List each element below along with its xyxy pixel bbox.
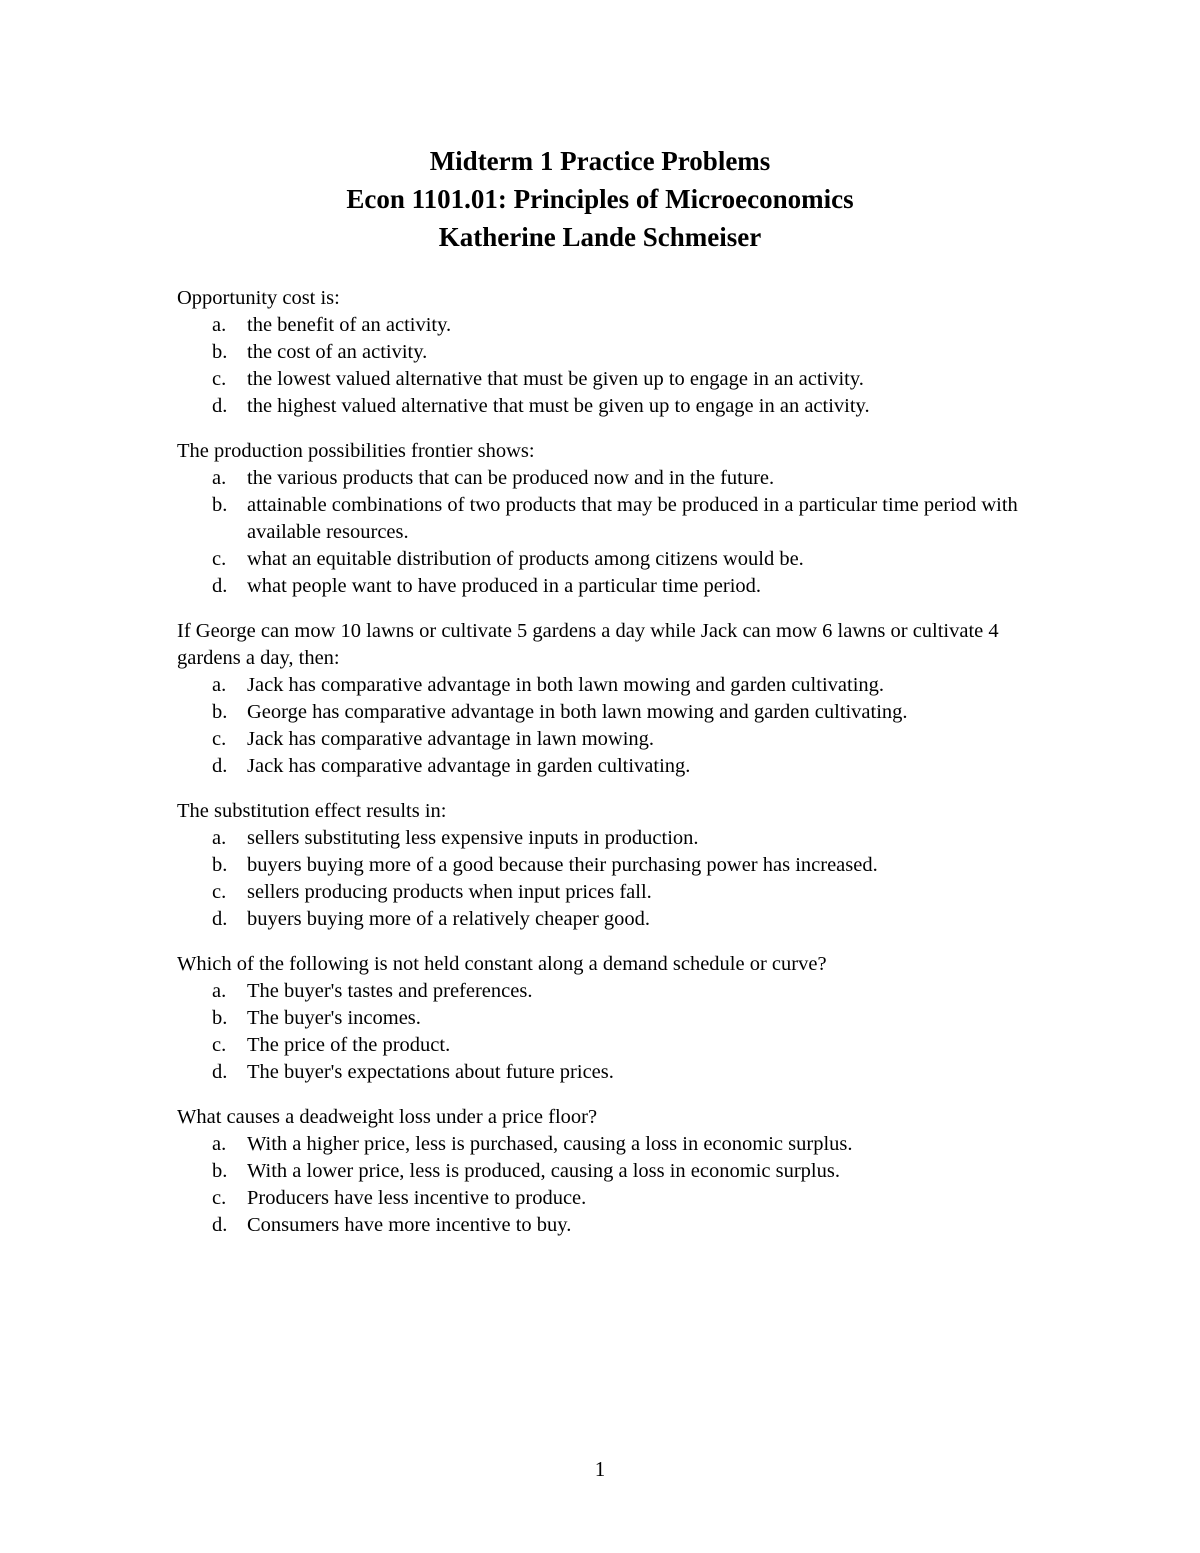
option-text: Consumers have more incentive to buy. [247, 1214, 572, 1236]
option-letter: d. [212, 755, 228, 777]
answer-option [177, 726, 1037, 753]
answer-options [177, 978, 1037, 1086]
option-letter: a. [212, 467, 227, 489]
option-text: George has comparative advantage in both lawn mowing and garden cultivating. [247, 701, 908, 723]
option-letter: b. [212, 701, 228, 723]
question-stem: Opportunity cost is: [177, 287, 340, 309]
option-text: the lowest valued alternative that must be given up to engage in an activity. [247, 368, 864, 390]
answer-option [177, 1185, 1037, 1212]
course-title: Econ 1101.01: Principles of Microeconomics [346, 184, 854, 214]
option-text: what people want to have produced in a particular time period. [247, 575, 762, 597]
question-stem: If George can mow 10 lawns or cultivate 5 gardens a day while Jack can mow 6 lawns or cultivate 4 gardens a day, then: [177, 620, 999, 669]
question-item [177, 438, 1037, 600]
option-letter: a. [212, 980, 227, 1002]
answer-option [177, 492, 1037, 546]
option-letter: c. [212, 1187, 227, 1209]
option-text: buyers buying more of a good because their purchasing power has increased. [247, 854, 878, 876]
answer-options [177, 1131, 1037, 1239]
answer-option [177, 879, 1037, 906]
instructor-name: Katherine Lande Schmeiser [438, 222, 762, 252]
option-letter: b. [212, 341, 228, 363]
option-letter: d. [212, 1214, 228, 1236]
answer-option [177, 906, 1037, 933]
option-letter: c. [212, 548, 227, 570]
option-letter: a. [212, 827, 227, 849]
answer-option [177, 852, 1037, 879]
option-text: attainable combinations of two products that may be produced in a particular time period with available resources. [247, 494, 1018, 543]
option-letter: c. [212, 368, 227, 390]
question-stem: What causes a deadweight loss under a price floor? [177, 1106, 598, 1128]
option-text: Jack has comparative advantage in both lawn mowing and garden cultivating. [247, 674, 885, 696]
option-letter: c. [212, 728, 227, 750]
answer-option [177, 699, 1037, 726]
document-header [0, 142, 1200, 256]
question-item [177, 285, 1037, 420]
answer-options [177, 672, 1037, 780]
answer-option [177, 393, 1037, 420]
answer-option [177, 1131, 1037, 1158]
question-stem: Which of the following is not held constant along a demand schedule or curve? [177, 953, 827, 975]
answer-option [177, 1212, 1037, 1239]
answer-option [177, 465, 1037, 492]
answer-option [177, 366, 1037, 393]
answer-option [177, 825, 1037, 852]
question-item [177, 798, 1037, 933]
answer-option [177, 1158, 1037, 1185]
option-text: Jack has comparative advantage in garden cultivating. [247, 755, 691, 777]
answer-option [177, 339, 1037, 366]
answer-options [177, 312, 1037, 420]
answer-option [177, 1059, 1037, 1086]
option-letter: d. [212, 908, 228, 930]
option-letter: a. [212, 674, 227, 696]
answer-option [177, 672, 1037, 699]
option-letter: a. [212, 314, 227, 336]
option-text: With a lower price, less is produced, causing a loss in economic surplus. [247, 1160, 840, 1182]
option-text: sellers producing products when input prices fall. [247, 881, 652, 903]
answer-option [177, 546, 1037, 573]
option-text: buyers buying more of a relatively cheaper good. [247, 908, 651, 930]
answer-option [177, 978, 1037, 1005]
option-text: the various products that can be produced now and in the future. [247, 467, 775, 489]
option-text: Producers have less incentive to produce. [247, 1187, 587, 1209]
option-text: The buyer's tastes and preferences. [247, 980, 533, 1002]
question-item [177, 951, 1037, 1086]
question-item [177, 618, 1037, 780]
answer-option [177, 312, 1037, 339]
option-letter: c. [212, 1034, 227, 1056]
page-number: 1 [594, 1457, 606, 1481]
question-list [177, 285, 1037, 1257]
option-letter: b. [212, 854, 228, 876]
answer-option [177, 1032, 1037, 1059]
option-letter: b. [212, 494, 228, 516]
option-text: the benefit of an activity. [247, 314, 452, 336]
option-text: what an equitable distribution of products among citizens would be. [247, 548, 804, 570]
option-text: The buyer's incomes. [247, 1007, 421, 1029]
question-item [177, 1104, 1037, 1239]
answer-option [177, 1005, 1037, 1032]
option-text: The buyer's expectations about future prices. [247, 1061, 614, 1083]
option-text: Jack has comparative advantage in lawn mowing. [247, 728, 655, 750]
option-text: sellers substituting less expensive inputs in production. [247, 827, 699, 849]
option-letter: b. [212, 1160, 228, 1182]
option-letter: b. [212, 1007, 228, 1029]
answer-option [177, 573, 1037, 600]
option-text: the highest valued alternative that must be given up to engage in an activity. [247, 395, 870, 417]
option-text: the cost of an activity. [247, 341, 428, 363]
option-text: With a higher price, less is purchased, causing a loss in economic surplus. [247, 1133, 853, 1155]
question-stem: The production possibilities frontier shows: [177, 440, 535, 462]
answer-option [177, 753, 1037, 780]
answer-options [177, 465, 1037, 600]
answer-options [177, 825, 1037, 933]
question-stem: The substitution effect results in: [177, 800, 447, 822]
document-title: Midterm 1 Practice Problems [429, 146, 771, 176]
option-letter: c. [212, 881, 227, 903]
option-letter: d. [212, 575, 228, 597]
option-letter: d. [212, 395, 228, 417]
option-letter: a. [212, 1133, 227, 1155]
option-letter: d. [212, 1061, 228, 1083]
option-text: The price of the product. [247, 1034, 451, 1056]
